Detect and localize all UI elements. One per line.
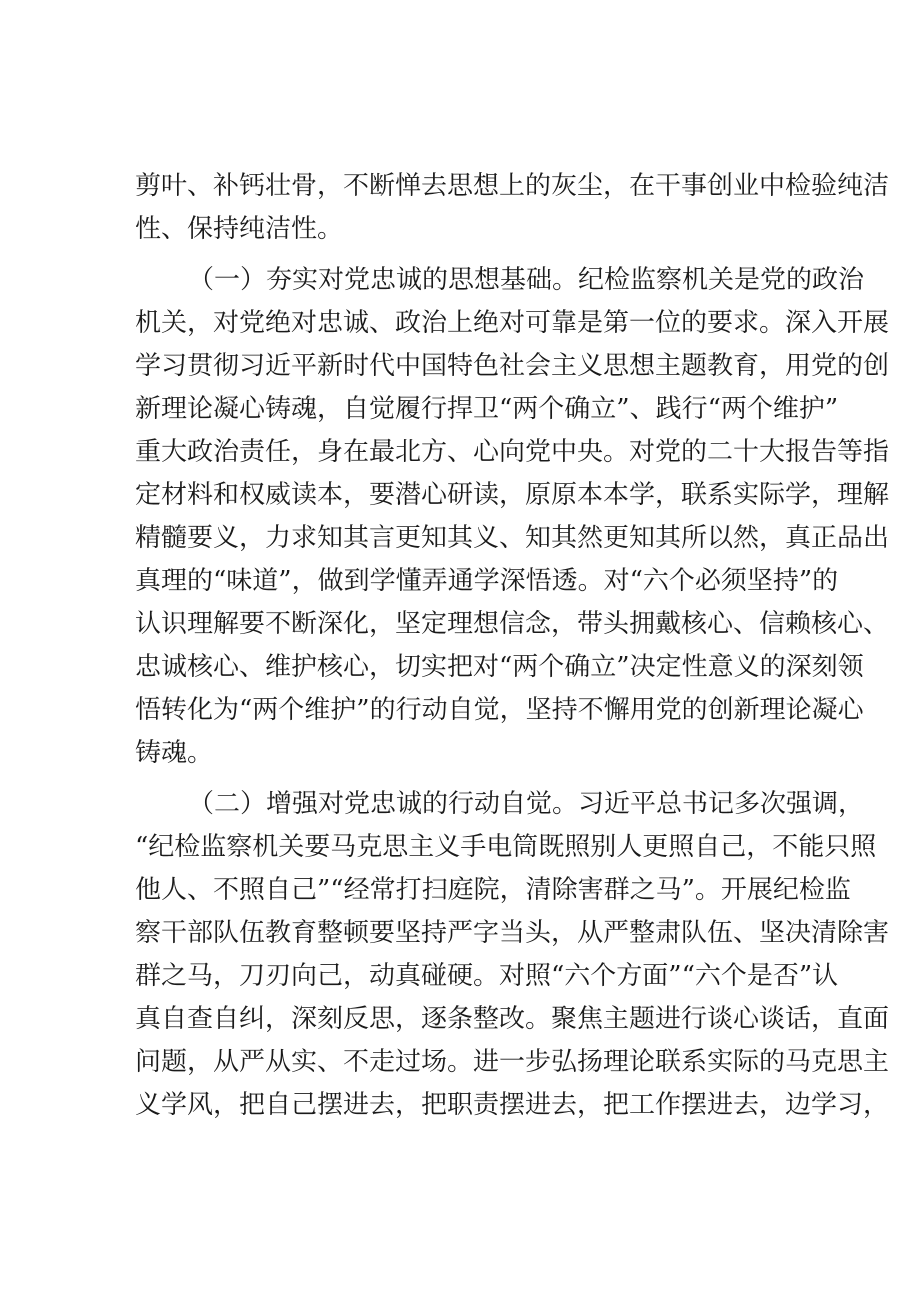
paragraph-line: 群之马，刀刃向己，动真碰硬。对照“六个方面”“六个是否”认 (135, 961, 839, 991)
paragraph-line: 忠诚核心、维护核心，切实把对“两个确立”决定性意义的深刻领 (135, 652, 864, 682)
paragraph-line: 察干部队伍教育整顿要坚持严字当头，从严整肃队伍、坚决清除害 (135, 918, 890, 948)
paragraph-line: 性、保持纯洁性。 (135, 214, 344, 244)
paragraph-line: “纪检监察机关要马克思主义手电筒既照别人更照自己，不能只照 (135, 832, 877, 862)
paragraph-line: 精髓要义，力求知其言更知其义、知其然更知其所以然，真正品出 (135, 523, 890, 553)
paragraph-line: 学习贯彻习近平新时代中国特色社会主义思想主题教育，用党的创 (135, 351, 890, 381)
paragraph-line: 义学风，把自己摆进去，把职责摆进去，把工作摆进去，边学习， (135, 1090, 890, 1120)
paragraph-line: （二）增强对党忠诚的行动自觉。习近平总书记多次强调， (188, 789, 865, 819)
paragraph-line: 重大政治责任，身在最北方、心向党中央。对党的二十大报告等指 (135, 437, 890, 467)
paragraph-line: 问题，从严从实、不走过场。进一步弘扬理论联系实际的马克思主 (135, 1047, 890, 1077)
paragraph-line: 认识理解要不断深化，坚定理想信念，带头拥戴核心、信赖核心、 (135, 609, 890, 639)
paragraph-line: 铸魂。 (135, 738, 214, 768)
paragraph-line: 真自查自纠，深刻反思，逐条整改。聚焦主题进行谈心谈话，直面 (135, 1004, 890, 1034)
paragraph-line: 剪叶、补钙壮骨，不断惮去思想上的灰尘，在干事创业中检验纯洁 (135, 171, 890, 201)
paragraph-line: 真理的“味道”，做到学懂弄通学深悟透。对“六个必须坚持”的 (135, 566, 839, 596)
paragraph-line: （一）夯实对党忠诚的思想基础。纪检监察机关是党的政治 (188, 265, 865, 295)
paragraph-line: 他人、不照自己”“经常打扫庭院，清除害群之马”。开展纪检监 (135, 875, 851, 905)
paragraph-line: 定材料和权威读本，要潜心研读，原原本本学，联系实际学，理解 (135, 480, 890, 510)
paragraph-line: 悟转化为“两个维护”的行动自觉，坚持不懈用党的创新理论凝心 (135, 695, 864, 725)
paragraph-line: 机关，对党绝对忠诚、政治上绝对可靠是第一位的要求。深入开展 (135, 308, 890, 338)
paragraph-line: 新理论凝心铸魂，自觉履行捍卫“两个确立”、践行“两个维护” (135, 394, 839, 424)
